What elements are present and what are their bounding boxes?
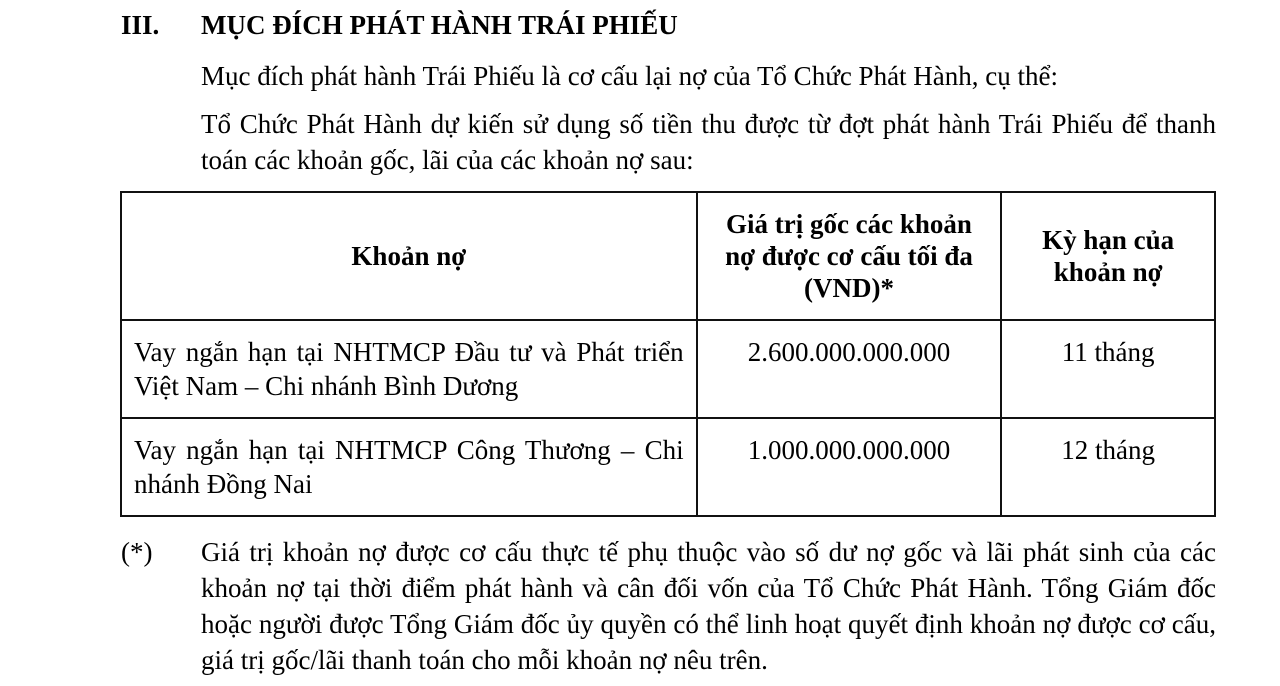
header-debt: Khoản nợ xyxy=(121,192,697,320)
debt-principal: 2.600.000.000.000 xyxy=(697,320,1002,418)
header-principal: Giá trị gốc các khoản nợ được cơ cấu tối đa (VND)* xyxy=(697,192,1002,320)
table-row xyxy=(121,418,1215,516)
footnote-text: Giá trị khoản nợ được cơ cấu thực tế phụ thuộc vào số dư nợ gốc và lãi phát sinh của các khoản nợ tại thời điểm phát hành và cân đối vốn của Tổ Chức Phát Hành. Tổng Giám đốc hoặc người được Tổng Giám đốc ủy quyền có thể linh hoạt quyết định khoản nợ được cơ cấu, giá trị gốc/lãi thanh toán cho mỗi khoản nợ nêu trên. xyxy=(201,537,1216,675)
debt-name: Vay ngắn hạn tại NHTMCP Công Thương – Chi nhánh Đồng Nai xyxy=(121,418,697,516)
table-header-row xyxy=(121,192,1215,320)
debt-term: 12 tháng xyxy=(1001,418,1215,516)
debt-name: Vay ngắn hạn tại NHTMCP Đầu tư và Phát triển Việt Nam – Chi nhánh Bình Dương xyxy=(121,320,697,418)
debt-table xyxy=(120,191,1216,517)
usage-paragraph: Tổ Chức Phát Hành dự kiến sử dụng số tiền thu được từ đợt phát hành Trái Phiếu để thanh toán các khoản gốc, lãi của các khoản nợ sau: xyxy=(201,109,1216,175)
debt-principal: 1.000.000.000.000 xyxy=(697,418,1002,516)
footnote-mark: (*) xyxy=(121,537,153,567)
header-term: Kỳ hạn của khoản nợ xyxy=(1001,192,1215,320)
purpose-paragraph: Mục đích phát hành Trái Phiếu là cơ cấu lại nợ của Tổ Chức Phát Hành, cụ thể: xyxy=(201,61,1059,91)
section-title: MỤC ĐÍCH PHÁT HÀNH TRÁI PHIẾU xyxy=(201,10,678,40)
section-number: III. xyxy=(121,10,160,40)
debt-term: 11 tháng xyxy=(1001,320,1215,418)
table-row xyxy=(121,320,1215,418)
